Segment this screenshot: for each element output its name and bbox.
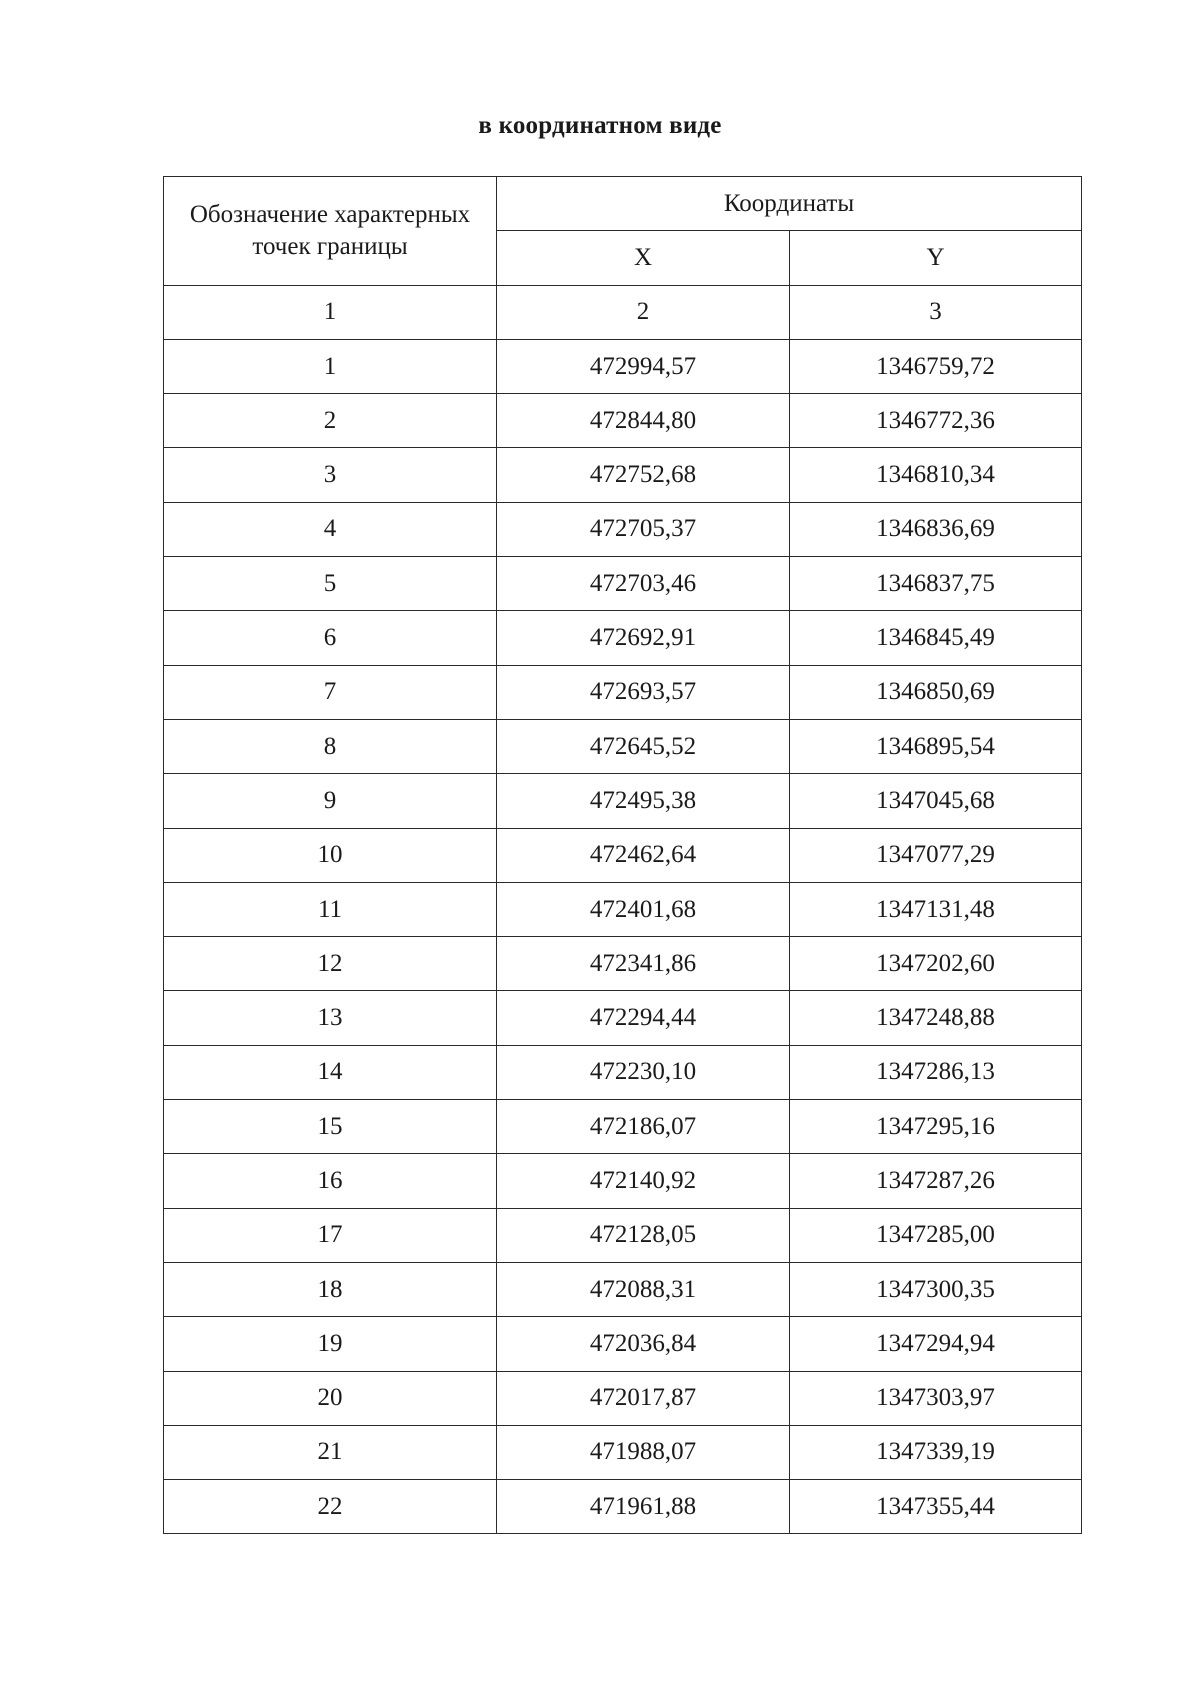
x-coordinate-cell: 472705,37 — [497, 502, 790, 556]
x-coordinate-cell: 472294,44 — [497, 991, 790, 1045]
x-coordinate-cell: 472017,87 — [497, 1371, 790, 1425]
column-number: 2 — [497, 285, 790, 339]
point-number-cell: 4 — [164, 502, 497, 556]
table-row — [164, 1371, 1082, 1425]
table-row — [164, 774, 1082, 828]
header-x: X — [497, 231, 790, 285]
point-number-cell: 11 — [164, 882, 497, 936]
table-row — [164, 1262, 1082, 1316]
x-coordinate-cell: 472994,57 — [497, 339, 790, 393]
table-row — [164, 1425, 1082, 1479]
table-row — [164, 828, 1082, 882]
y-coordinate-cell: 1347287,26 — [790, 1154, 1082, 1208]
x-coordinate-cell: 472703,46 — [497, 557, 790, 611]
y-coordinate-cell: 1347295,16 — [790, 1100, 1082, 1154]
point-number-cell: 21 — [164, 1425, 497, 1479]
point-number-cell: 22 — [164, 1480, 497, 1534]
y-coordinate-cell: 1347355,44 — [790, 1480, 1082, 1534]
point-number-cell: 14 — [164, 1045, 497, 1099]
table-row — [164, 1100, 1082, 1154]
x-coordinate-cell: 472341,86 — [497, 937, 790, 991]
header-y: Y — [790, 231, 1082, 285]
table-row — [164, 665, 1082, 719]
point-number-cell: 2 — [164, 394, 497, 448]
x-coordinate-cell: 472230,10 — [497, 1045, 790, 1099]
y-coordinate-cell: 1346895,54 — [790, 719, 1082, 773]
point-number-cell: 8 — [164, 719, 497, 773]
x-coordinate-cell: 472693,57 — [497, 665, 790, 719]
y-coordinate-cell: 1346845,49 — [790, 611, 1082, 665]
page-title: в координатном виде — [478, 112, 722, 139]
y-coordinate-cell: 1346759,72 — [790, 339, 1082, 393]
point-number-cell: 19 — [164, 1317, 497, 1371]
point-number-cell: 10 — [164, 828, 497, 882]
table-row — [164, 719, 1082, 773]
point-number-cell: 13 — [164, 991, 497, 1045]
x-coordinate-cell: 471961,88 — [497, 1480, 790, 1534]
x-coordinate-cell: 472128,05 — [497, 1208, 790, 1262]
y-coordinate-cell: 1346850,69 — [790, 665, 1082, 719]
point-number-cell: 5 — [164, 557, 497, 611]
x-coordinate-cell: 472401,68 — [497, 882, 790, 936]
point-number-cell: 17 — [164, 1208, 497, 1262]
table-row — [164, 1317, 1082, 1371]
x-coordinate-cell: 472645,52 — [497, 719, 790, 773]
x-coordinate-cell: 472088,31 — [497, 1262, 790, 1316]
y-coordinate-cell: 1346836,69 — [790, 502, 1082, 556]
table-row — [164, 611, 1082, 665]
y-coordinate-cell: 1346837,75 — [790, 557, 1082, 611]
x-coordinate-cell: 472752,68 — [497, 448, 790, 502]
y-coordinate-cell: 1347077,29 — [790, 828, 1082, 882]
coordinates-table — [163, 176, 1082, 1534]
point-number-cell: 6 — [164, 611, 497, 665]
table-row — [164, 557, 1082, 611]
table-row — [164, 937, 1082, 991]
column-number: 1 — [164, 285, 497, 339]
table-row — [164, 339, 1082, 393]
table-row — [164, 1480, 1082, 1534]
x-coordinate-cell: 472495,38 — [497, 774, 790, 828]
y-coordinate-cell: 1347286,13 — [790, 1045, 1082, 1099]
y-coordinate-cell: 1347285,00 — [790, 1208, 1082, 1262]
point-number-cell: 20 — [164, 1371, 497, 1425]
y-coordinate-cell: 1347300,35 — [790, 1262, 1082, 1316]
x-coordinate-cell: 472186,07 — [497, 1100, 790, 1154]
table-row — [164, 394, 1082, 448]
x-coordinate-cell: 472036,84 — [497, 1317, 790, 1371]
point-number-cell: 12 — [164, 937, 497, 991]
column-number-row — [164, 285, 1082, 339]
x-coordinate-cell: 472844,80 — [497, 394, 790, 448]
table-row — [164, 1154, 1082, 1208]
y-coordinate-cell: 1347045,68 — [790, 774, 1082, 828]
y-coordinate-cell: 1347248,88 — [790, 991, 1082, 1045]
header-coordinates: Координаты — [497, 177, 1082, 231]
header-point-designation: Обозначение характерных точек границы — [164, 177, 497, 286]
point-number-cell: 7 — [164, 665, 497, 719]
x-coordinate-cell: 472140,92 — [497, 1154, 790, 1208]
table-row — [164, 1208, 1082, 1262]
y-coordinate-cell: 1347294,94 — [790, 1317, 1082, 1371]
table-row — [164, 448, 1082, 502]
point-number-cell: 9 — [164, 774, 497, 828]
point-number-cell: 18 — [164, 1262, 497, 1316]
column-number: 3 — [790, 285, 1082, 339]
table-row — [164, 991, 1082, 1045]
point-number-cell: 3 — [164, 448, 497, 502]
y-coordinate-cell: 1346810,34 — [790, 448, 1082, 502]
y-coordinate-cell: 1346772,36 — [790, 394, 1082, 448]
y-coordinate-cell: 1347303,97 — [790, 1371, 1082, 1425]
y-coordinate-cell: 1347339,19 — [790, 1425, 1082, 1479]
y-coordinate-cell: 1347202,60 — [790, 937, 1082, 991]
x-coordinate-cell: 471988,07 — [497, 1425, 790, 1479]
point-number-cell: 15 — [164, 1100, 497, 1154]
table-row — [164, 1045, 1082, 1099]
y-coordinate-cell: 1347131,48 — [790, 882, 1082, 936]
table-row — [164, 502, 1082, 556]
point-number-cell: 1 — [164, 339, 497, 393]
point-number-cell: 16 — [164, 1154, 497, 1208]
x-coordinate-cell: 472462,64 — [497, 828, 790, 882]
table-row — [164, 882, 1082, 936]
x-coordinate-cell: 472692,91 — [497, 611, 790, 665]
